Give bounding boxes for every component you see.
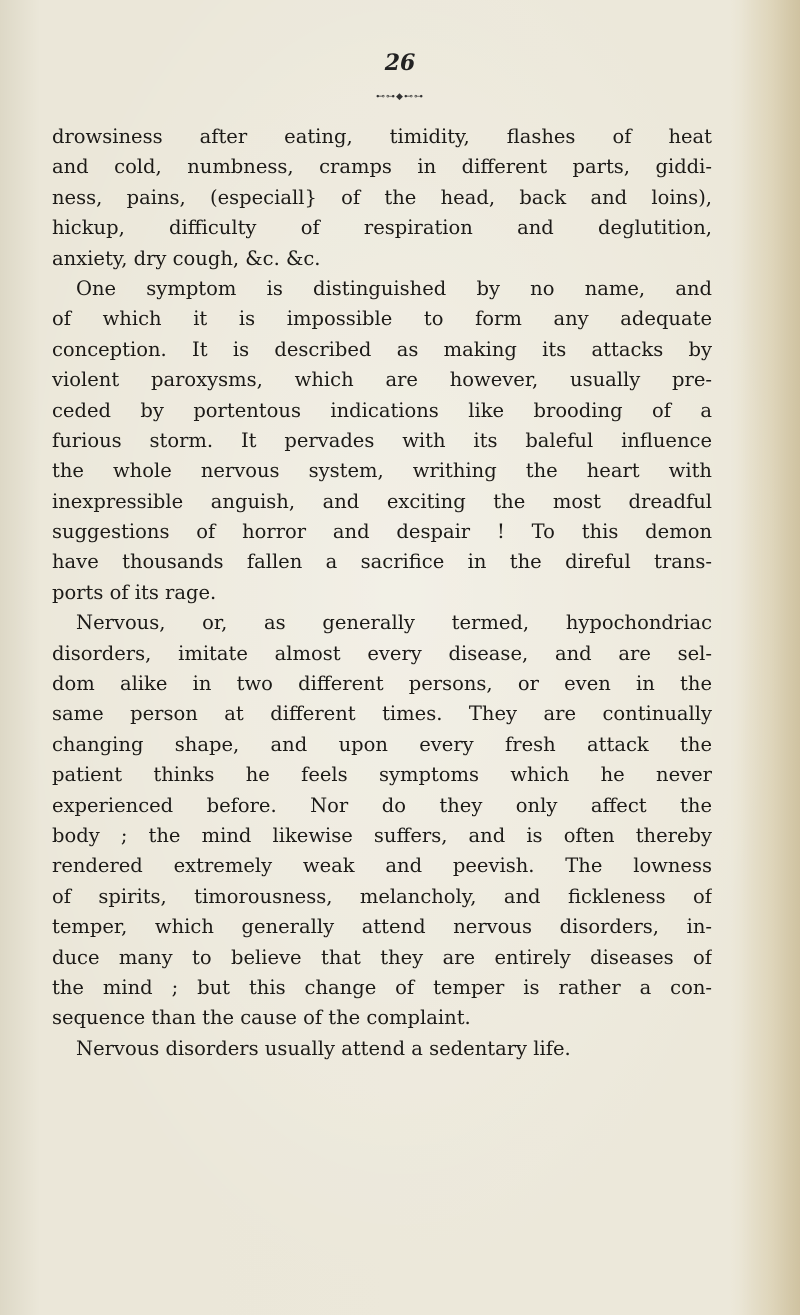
ornament-divider: ⊷⊶◆⊷⊶	[376, 92, 424, 102]
body-text	[52, 122, 712, 1064]
text-line: changing shape, and upon every fresh attack the	[52, 732, 712, 756]
text-line: sequence than the cause of the complaint.	[52, 1006, 471, 1030]
text-line: violent paroxysms, which are however, usually pre-	[52, 368, 712, 392]
text-line: patient thinks he feels symptoms which he never	[52, 763, 712, 787]
text-line: dom alike in two different persons, or even in the	[52, 672, 712, 696]
text-line: furious storm. It pervades with its baleful influence	[52, 428, 712, 452]
text-line: duce many to believe that they are entirely diseases of	[52, 945, 712, 969]
text-line: the whole nervous system, writhing the heart with	[52, 459, 712, 483]
text-line: have thousands fallen a sacrifice in the direful trans-	[52, 550, 712, 574]
text-line: drowsiness after eating, timidity, flashes of heat	[52, 125, 712, 148]
text-line: ceded by portentous indications like brooding of a	[52, 398, 712, 422]
text-line: ness, pains, (especiall} of the head, back and loins),	[52, 185, 712, 209]
paragraph-start-line: One symptom is distinguished by no name, and	[76, 276, 712, 300]
text-line: disorders, imitate almost every disease, and are sel-	[52, 641, 712, 665]
paragraph-start-line: Nervous disorders usually attend a sedentary life.	[76, 1036, 571, 1060]
page-edge-stain	[730, 0, 800, 1315]
text-line: conception. It is described as making its attacks by	[52, 337, 712, 361]
text-line: of spirits, timorousness, melancholy, and fickleness of	[52, 884, 712, 908]
text-line: rendered extremely weak and peevish. The lowness	[52, 854, 712, 878]
text-line: hickup, difficulty of respiration and deglutition,	[52, 216, 712, 240]
text-line: inexpressible anguish, and exciting the most dreadful	[52, 489, 712, 513]
text-line: experienced before. Nor do they only affect the	[52, 793, 712, 817]
page-number: 26	[384, 50, 416, 76]
text-line: body ; the mind likewise suffers, and is often thereby	[52, 823, 712, 847]
text-line: of which it is impossible to form any adequate	[52, 307, 712, 331]
text-line: ports of its rage.	[52, 580, 217, 604]
text-line: and cold, numbness, cramps in different parts, giddi-	[52, 155, 712, 179]
text-line: suggestions of horror and despair ! To this demon	[52, 520, 712, 544]
paragraph-start-line: Nervous, or, as generally termed, hypochondriac	[76, 611, 712, 635]
text-line: same person at different times. They are continually	[52, 702, 712, 726]
text-line: temper, which generally attend nervous disorders, in-	[52, 915, 712, 939]
text-line: the mind ; but this change of temper is rather a con-	[52, 975, 712, 999]
text-line: anxiety, dry cough, &c. &c.	[52, 246, 321, 270]
